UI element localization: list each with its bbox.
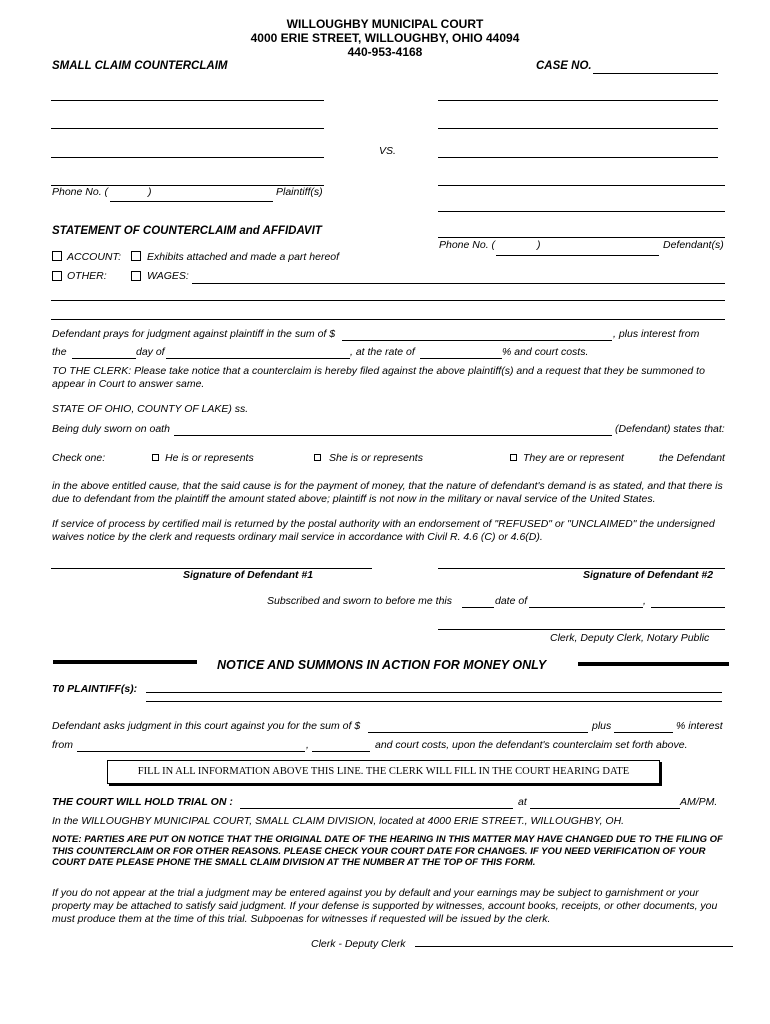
defendant-address-line-1[interactable] (438, 115, 718, 129)
subscribed-day-field[interactable] (462, 594, 494, 608)
plaintiff-address-line-2[interactable] (51, 144, 324, 158)
defendant-address-line-4[interactable] (438, 198, 725, 212)
notice-bar-left (53, 660, 197, 664)
signature-1-label: Signature of Defendant #1 (183, 569, 314, 581)
check-one-label: Check one: (52, 452, 106, 464)
defendant-phone-field[interactable] (496, 242, 659, 256)
court-address: 4000 ERIE STREET, WILLOUGHBY, OHIO 44094 (250, 31, 520, 45)
asks-from: from (52, 739, 73, 751)
interest-day-field[interactable] (72, 345, 136, 359)
trial-at: at (518, 796, 527, 808)
subscribed-year-field[interactable] (651, 594, 725, 608)
they-represent-checkbox[interactable] (510, 454, 517, 461)
prays-the: the (52, 346, 67, 358)
he-represents-checkbox[interactable] (152, 454, 159, 461)
trial-time-field[interactable] (530, 795, 680, 809)
asks-lead: Defendant asks judgment in this court against you for the sum of $ (52, 720, 361, 732)
court-name: WILLOUGHBY MUNICIPAL COURT (286, 17, 484, 31)
to-plaintiffs-field[interactable] (146, 679, 722, 693)
notice-bar-right (578, 662, 729, 666)
case-no-label: CASE NO. (536, 60, 592, 72)
sworn-tail: (Defendant) states that: (615, 423, 725, 435)
subscribed-month-field[interactable] (529, 594, 643, 608)
statement-title: STATEMENT OF COUNTERCLAIM and AFFIDAVIT (52, 225, 322, 237)
clerk-deputy-label: Clerk - Deputy Clerk (311, 938, 406, 950)
other-label: OTHER: (67, 270, 107, 282)
default-warning: If you do not appear at the trial a judgment may be entered against you by default and your earnings may be subject to garnishment or your property may be attached to satisfy said judgment. If your defense is supported by witnesses, account books, receipts, or other documents, you must produce them at the time of this trial. Subpoenas for witnesses if requested will be issued by the clerk. (52, 887, 718, 925)
she-represents-checkbox[interactable] (314, 454, 321, 461)
exhibits-checkbox[interactable] (131, 251, 141, 261)
wages-label: WAGES: (147, 270, 189, 282)
prays-tail: , plus interest from (613, 328, 700, 340)
asks-from-date-field[interactable] (77, 738, 305, 752)
vs-label: VS. (379, 145, 396, 157)
entitled-cause-text: in the above entitled cause, that the said cause is for the payment of money, that the nature of defendant's demand is as stated, and that there is due to defendant from the plaintiff the amount stated above; plaintiff is not now in the military or naval service of the United States. (52, 480, 723, 505)
asks-amount-field[interactable] (368, 719, 588, 733)
court-location: In the WILLOUGHBY MUNICIPAL COURT, SMALL CLAIM DIVISION, located at 4000 ERIE STREET., WILLOUGHBY, OH. (52, 815, 625, 827)
prays-lead: Defendant prays for judgment against plaintiff in the sum of $ (52, 328, 336, 340)
they-represent-label: They are or represent (523, 452, 624, 464)
notice-title: NOTICE AND SUMMONS IN ACTION FOR MONEY ONLY (217, 658, 547, 672)
plaintiff-phone-paren: ) (148, 186, 152, 198)
subscribed-comma: , (643, 595, 646, 607)
defendant-phone-label: Phone No. ( (439, 239, 496, 251)
wages-checkbox[interactable] (131, 271, 141, 281)
asks-interest-field[interactable] (614, 719, 673, 733)
clerk-deputy-signature-line[interactable] (415, 946, 733, 947)
asks-comma: , (306, 739, 309, 751)
asks-interest: % interest (676, 720, 723, 732)
other-checkbox[interactable] (52, 271, 62, 281)
prays-day-of: day of (136, 346, 165, 358)
defendant-phone-paren: ) (537, 239, 541, 251)
statement-line-3[interactable] (51, 306, 725, 320)
case-no-field[interactable] (593, 60, 718, 74)
subscribed-date-of: date of (495, 595, 528, 607)
fill-in-text: FILL IN ALL INFORMATION ABOVE THIS LINE. THE CLERK WILL FILL IN THE COURT HEARING DATE (137, 766, 630, 777)
plaintiff-phone-label: Phone No. ( (52, 186, 109, 198)
defendants-label: Defendant(s) (663, 239, 724, 251)
asks-year-field[interactable] (312, 738, 370, 752)
statement-line-2[interactable] (51, 287, 725, 301)
plaintiff-address-line-1[interactable] (51, 115, 324, 129)
sworn-lead: Being duly sworn on oath (52, 423, 170, 435)
plaintiff-address-line-3[interactable] (51, 172, 324, 186)
interest-month-field[interactable] (166, 345, 350, 359)
she-represents-label: She is or represents (329, 452, 423, 464)
plaintiff-name-line-1[interactable] (51, 87, 324, 101)
trial-date-field[interactable] (240, 795, 513, 809)
exhibits-label: Exhibits attached and made a part hereof (147, 251, 340, 263)
form-title: SMALL CLAIM COUNTERCLAIM (52, 60, 228, 72)
asks-plus: plus (592, 720, 612, 732)
to-clerk-notice: TO THE CLERK: Please take notice that a counterclaim is hereby filed against the above plaintiff(s) and a request that they be summoned to appear in Court to answer same. (52, 365, 705, 390)
account-checkbox[interactable] (52, 251, 62, 261)
asks-tail: and court costs, upon the defendant's counterclaim set forth above. (375, 739, 688, 751)
to-plaintiffs-line-2[interactable] (146, 701, 722, 702)
trial-ampm: AM/PM. (680, 796, 718, 808)
subscribed-lead: Subscribed and sworn to before me this (267, 595, 453, 607)
court-phone: 440-953-4168 (347, 45, 423, 59)
interest-rate-field[interactable] (420, 345, 502, 359)
plaintiffs-label: Plaintiff(s) (276, 186, 323, 198)
clerk-signature-line[interactable] (438, 629, 725, 630)
signature-2-label: Signature of Defendant #2 (583, 569, 714, 581)
plaintiff-phone-field[interactable] (110, 188, 273, 202)
trial-lead: THE COURT WILL HOLD TRIAL ON : (52, 796, 233, 808)
affiant-name-field[interactable] (174, 422, 612, 436)
defendant-address-line-5[interactable] (438, 224, 725, 238)
he-represents-label: He is or represents (165, 452, 254, 464)
state-county: STATE OF OHIO, COUNTY OF LAKE) ss. (52, 403, 249, 415)
defendant-name-line-1[interactable] (438, 87, 718, 101)
wages-field[interactable] (192, 270, 725, 284)
to-plaintiffs-label: T0 PLAINTIFF(s): (52, 683, 138, 695)
certified-mail-text: If service of process by certified mail is returned by the postal authority with an endorsement of "REFUSED" or "UNCLAIMED" the undersigned waives notice by the clerk and requests ordinary mail service in accordance with Civil R. 4.6 (C) or 4.6(D). (52, 518, 715, 543)
check-one-tail: the Defendant (659, 452, 725, 464)
clerk-notary-label: Clerk, Deputy Clerk, Notary Public (550, 632, 710, 644)
prays-amount-field[interactable] (342, 327, 612, 341)
hearing-date-note: NOTE: PARTIES ARE PUT ON NOTICE THAT THE ORIGINAL DATE OF THE HEARING IN THIS MATTER MAY HAVE CHANGED DUE TO THE FILING OF THIS COUNTERCLAIM OR FOR OTHER REASONS. PLEASE CHECK YOUR COURT DATE FOR CHANGES. IF YOU NEED VERIFICATION OF YOUR COURT DATE PLEASE PHONE THE SMALL CLAIM DIVISION AT THE NUMBER AT THE TOP OF THIS FORM. (52, 834, 723, 868)
prays-rate: , at the rate of (350, 346, 415, 358)
defendant-address-line-3[interactable] (438, 172, 725, 186)
account-label: ACCOUNT: (67, 251, 122, 263)
defendant-address-line-2[interactable] (438, 144, 718, 158)
fill-in-box (107, 760, 660, 784)
prays-costs: % and court costs. (502, 346, 589, 358)
